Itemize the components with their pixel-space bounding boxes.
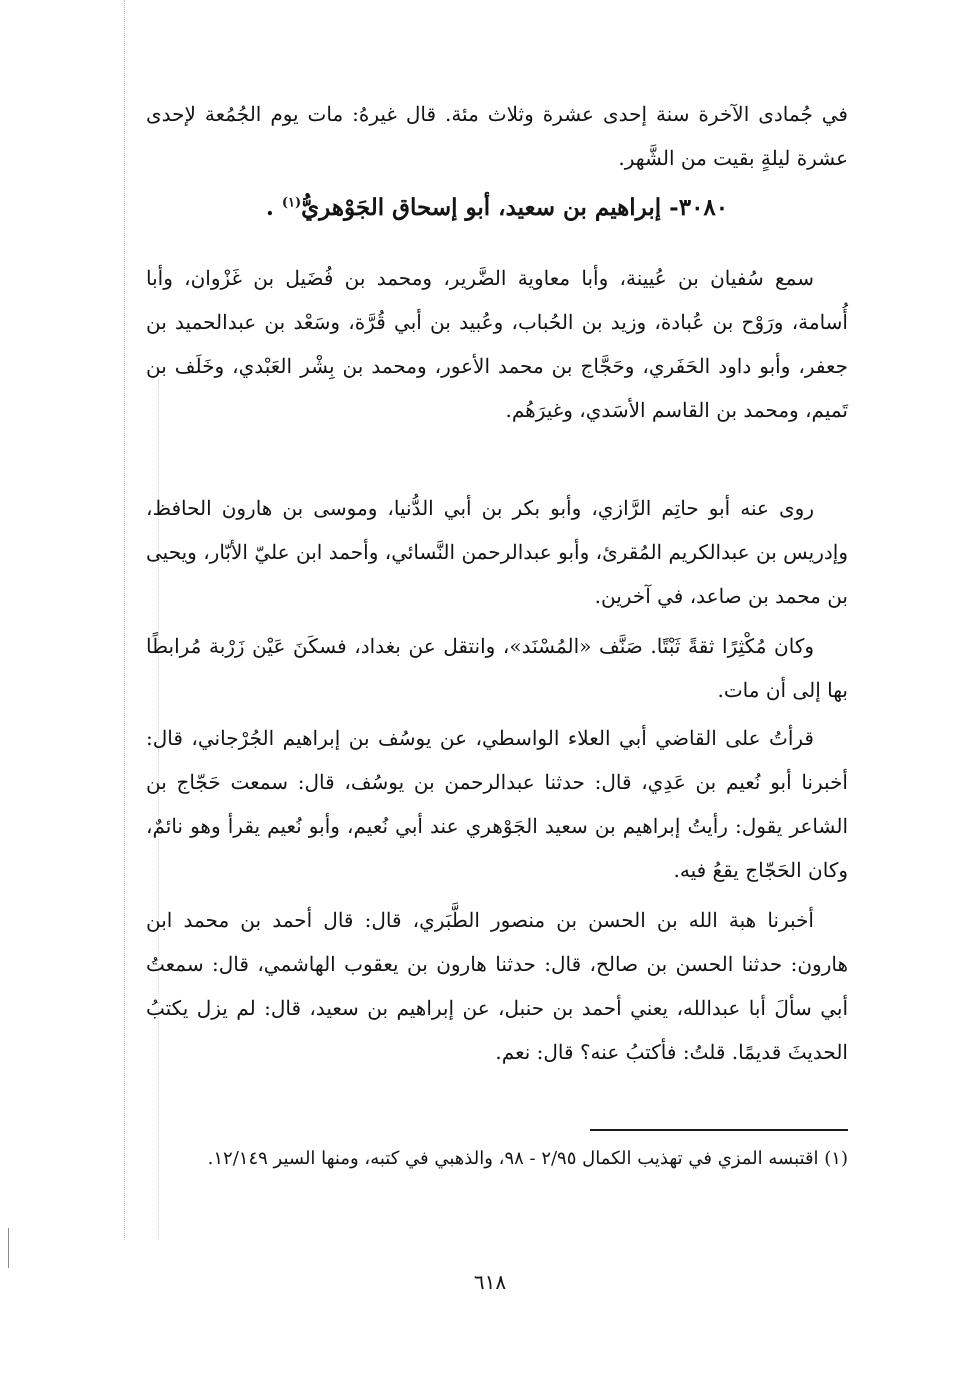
entry-title-end: . (265, 194, 274, 221)
scan-artifact-mark (8, 1228, 9, 1268)
paragraph-narration-one: قرأتُ على القاضي أبي العلاء الواسطي، عن يوسُف بن إبراهيم الجُرْجاني، قال: أخبرنا أبو نُعيم بن عَدِي، قال: حدثنا عبدالرحمن بن يوسُف، قال: سمعت حَجّاج بن الشاعر يقول: رأيتُ إبراهيم بن سعيد الجَوْهري عند أبي نُعيم، وأبو نُعيم يقرأ وهو نائمٌ، وكان الحَجّاج يقعُ فيه. (146, 726, 848, 882)
scan-artifact-line (124, 0, 125, 1240)
footnote-reference[interactable]: (١) (281, 195, 302, 211)
paragraph-reliability: وكان مُكْثِرًا ثقةً ثَبْتًا. صَنَّف «المُسْنَد»، وانتقل عن بغداد، فسكَنَ عَيْن زَرْبة مُرابطًا بها إلى أن مات. (146, 634, 848, 702)
page-number: ٦١٨ (473, 1270, 507, 1294)
footnote-text: (١) اقتبسه المزي في تهذيب الكمال ٢/٩٥ - ٩٨، والذهبي في كتبه، ومنها السير ١٢/١٤٩. (207, 1148, 848, 1169)
paragraph-narration-two: أخبرنا هبة الله بن الحسن بن منصور الطَّبَري، قال: قال أحمد بن محمد ابن هارون: حدثنا الحسن بن صالح، قال: حدثنا هارون بن يعقوب الهاشمي، قال: سمعتُ أبي سألَ أبا عبدالله، يعني أحمد بن حنبل، عن إبراهيم بن سعيد، قال: لم يزل يكتبُ الحديثَ قديمًا. قلتُ: فأكتبُ عنه؟ قال: نعم. (146, 908, 849, 1064)
paragraph-students: روى عنه أبو حاتِم الرَّازي، وأبو بكر بن أبي الدُّنيا، وموسى بن هارون الحافظ، وإدريس بن عبدالكريم المُقرئ، وأبو عبدالرحمن النَّسائي، وأحمد ابن عليّ الأبّار، ويحيى بن محمد بن صاعد، في آخرين. (146, 496, 848, 608)
continuation-paragraph: في جُمادى الآخرة سنة إحدى عشرة وثلاث مئة. قال غيرهُ: مات يوم الجُمُعة لإحدى عشرة ليلةٍ بقيت من الشَّهر. (146, 102, 848, 170)
entry-number: ٣٠٨٠- (669, 194, 729, 221)
entry-heading (146, 186, 848, 230)
paragraph-teachers: سمع سُفيان بن عُيينة، وأبا معاوية الضَّرير، ومحمد بن فُضَيل بن غَزْوان، وأبا أُسامة، ورَوْح بن عُبادة، وزيد بن الحُباب، وعُبيد بن أبي قُرَّة، وسَعْد بن عبدالحميد بن جعفر، وأبو داود الحَفَري، وحَجَّاج بن محمد الأعور، ومحمد بن بِشْر العَبْدي، وخَلَف بن تَميم، ومحمد بن القاسم الأسَدي، وغيرَهُم. (146, 266, 848, 422)
footnote-divider (590, 1129, 848, 1131)
entry-title: إبراهيم بن سعيد، أبو إسحاق الجَوْهريُّ (301, 194, 662, 221)
